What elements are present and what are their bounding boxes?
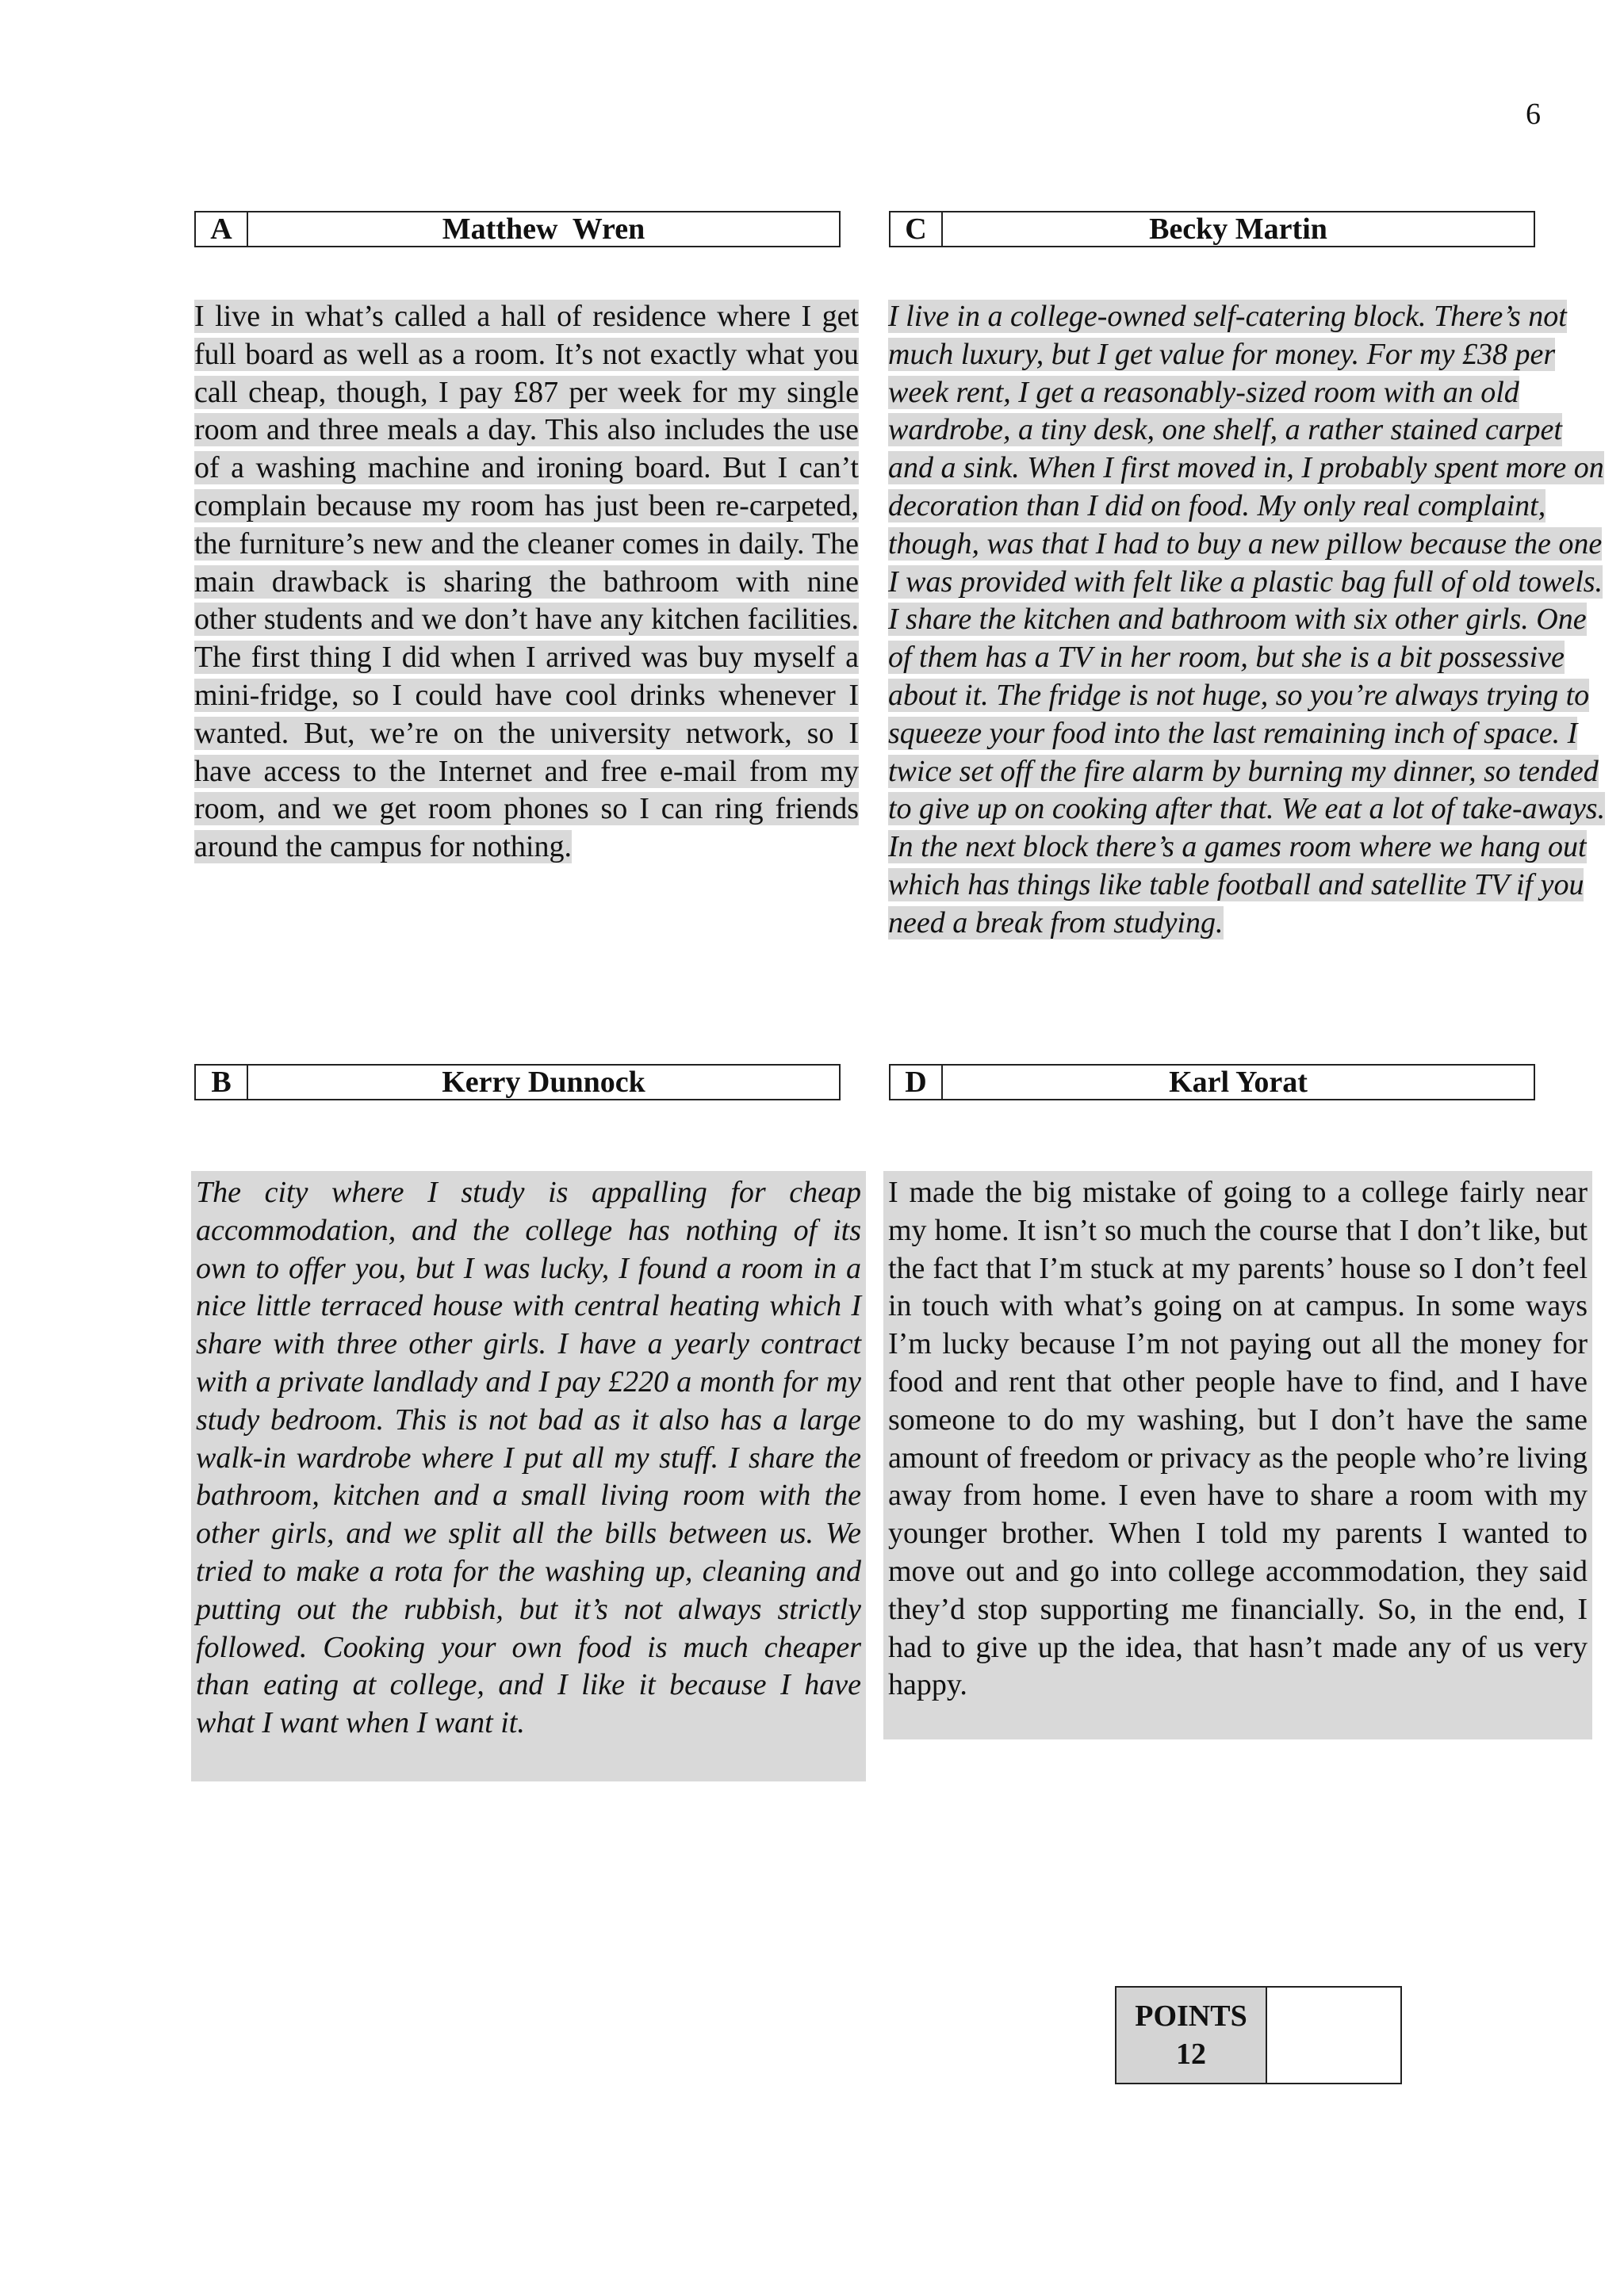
points-score-field[interactable]	[1267, 1988, 1400, 2083]
text-block-b	[191, 1171, 866, 1781]
section-letter-a: A	[196, 212, 248, 246]
section-letter-c: C	[891, 212, 943, 246]
text-b: The city where I study is appalling for cheap accommodation, and the college has nothing of its own to offer you, but I was lucky, I found a room in a nice little terraced house with central heating which I share with three other girls. I have a yearly contract with a private landlady and I pay £220 a month for my study bedroom. This is not bad as it also has a large walk-in wardrobe where I put all my stuff. I share the bathroom, kitchen and a small living room with the other girls, and we split all the bills between us. We tried to make a rota for the washing up, cleaning and putting out the rubbish, but it’s not always strictly followed. Cooking your own food is much cheaper than eating at college, and I like it because I have what I want when I want it.	[196, 1176, 861, 1740]
points-value: 12	[1176, 2038, 1206, 2071]
section-letter-d: D	[891, 1066, 943, 1099]
header-b	[194, 1064, 841, 1100]
points-label-cell	[1116, 1988, 1267, 2083]
header-d	[889, 1064, 1535, 1100]
points-label: POINTS	[1135, 1999, 1247, 2033]
section-name-d: Karl Yorat	[1169, 1066, 1308, 1099]
header-c	[889, 211, 1535, 247]
section-name-b: Kerry Dunnock	[442, 1066, 645, 1099]
page-number: 6	[1526, 98, 1541, 131]
text-d: I made the big mistake of going to a college fairly near my home. It isn’t so much the course that I don’t like, but the fact that I’m stuck at my parents’ house so I don’t feel in touch with what’s going on at campus. In some ways I’m lucky because I’m not paying out all the money for food and rent that other people have to find, and I have someone to do my washing, but I don’t have the same amount of freedom or privacy as the people who’re living away from home. I even have to share a room with my younger brother. When I told my parents I wanted to move out and go into college accommodation, they said they’d stop supporting me financially. So, in the end, I had to give up the idea, that hasn’t made any of us very happy.	[888, 1176, 1588, 1702]
text-c: I live in a college-owned self-catering block. There’s not much luxury, but I get value for money. For my £38 per week rent, I get a reasonably-sized room with an old wardrobe, a tiny desk, one shelf, a rather stained carpet and a sink. When I first moved in, I probably spent more on decoration than I did on food. My only real complaint, though, was that I had to buy a new pillow because the one I was provided with felt like a plastic bag full of old towels. I share the kitchen and bathroom with six other girls. One of them has a TV in her room, but she is a bit possessive about it. The fridge is not huge, so you’re always trying to squeeze your food into the last remaining inch of space. I twice set off the fire alarm by burning my dinner, so tended to give up on cooking after that. We eat a lot of take-aways. In the next block there’s a games room where we hang out which has things like table football and satellite TV if you need a break from studying.	[888, 300, 1606, 939]
section-name-c: Becky Martin	[1149, 212, 1327, 246]
text-block-a	[194, 298, 859, 867]
section-letter-b: B	[196, 1066, 248, 1099]
points-box	[1115, 1986, 1402, 2084]
text-block-d	[883, 1171, 1592, 1739]
text-a: I live in what’s called a hall of residence where I get full board as well as a room. It’s not exactly what you call cheap, though, I pay £87 per week for my single room and three meals a day. This also includes the use of a washing machine and ironing board. But I can’t complain because my room has just been re-carpeted, the furniture’s new and the cleaner comes in daily. The main drawback is sharing the bathroom with nine other students and we don’t have any kitchen facilities. The first thing I did when I arrived was buy myself a mini-fridge, so I could have cool drinks whenever I wanted. But, we’re on the university network, so I have access to the Internet and free e-mail from my room, and we get room phones so I can ring friends around the campus for nothing.	[194, 300, 859, 864]
section-name-a: Matthew Wren	[442, 212, 645, 246]
text-block-c	[888, 298, 1606, 943]
header-a	[194, 211, 841, 247]
